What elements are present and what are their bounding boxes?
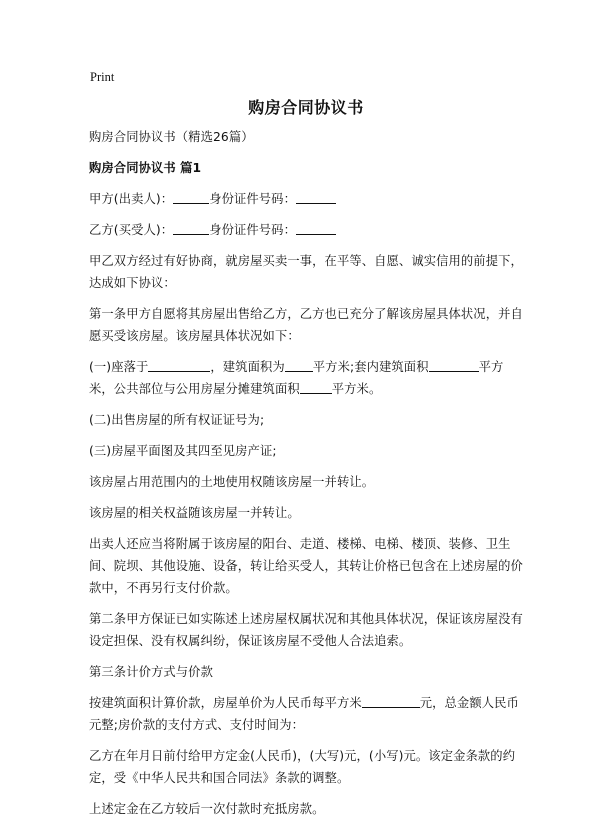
article-2: 第二条甲方保证已如实陈述上述房屋权属状况和其他具体状况，保证该房屋没有设定担保、没有权属纠纷，保证该房屋不受他人合法追索。 [89, 612, 523, 648]
buyer-id-blank [296, 221, 336, 235]
unit-price-blank [362, 694, 420, 708]
document-subtitle: 购房合同协议书（精选26篇） [89, 130, 254, 144]
land-use-paragraph: 该房屋占用范围内的土地使用权随该房屋一并转让。 [89, 475, 375, 489]
rights-paragraph: 该房屋的相关权益随该房屋一并转让。 [89, 506, 300, 520]
section-title: 购房合同协议书 篇1 [89, 161, 202, 175]
item1-d: 平方米，公共部位与公用房屋分摊建筑面积 [89, 360, 504, 396]
price-b: 元，总金额人民币元整;房价款的支付方式、支付时间为： [89, 696, 519, 732]
buyer-name-blank [173, 221, 209, 235]
item1-b: ，建筑面积为 [210, 360, 285, 374]
location-blank [148, 358, 210, 372]
seller-id-blank [296, 190, 336, 204]
intro-paragraph: 甲乙双方经过有好协商，就房屋买卖一事，在平等、自愿、诚实信用的前提下，达成如下协议： [89, 254, 523, 290]
property-location-item [89, 356, 523, 400]
contract-document [89, 95, 523, 820]
deposit-offset-paragraph: 上述定金在乙方较后一次付款时充抵房款。 [89, 802, 325, 816]
inner-area-blank [429, 358, 479, 372]
seller-label: 甲方(出卖人)： [89, 192, 174, 206]
article-3-title: 第三条计价方式与价款 [89, 665, 213, 679]
shared-area-blank [300, 380, 332, 394]
item1-e: 平方米。 [331, 382, 382, 396]
deposit-paragraph: 乙方在年月日前付给甲方定金(人民币)，(大写)元，(小写)元。该定金条款的约定，受《中华人民共和国合同法》条款的调整。 [89, 749, 516, 785]
buyer-label: 乙方(买受人)： [89, 223, 174, 237]
article-1: 第一条甲方自愿将其房屋出售给乙方，乙方也已充分了解该房屋具体状况，并自愿买受该房屋。该房屋具体状况如下： [89, 307, 523, 343]
buyer-line [89, 219, 523, 241]
item1-a: (一)座落于 [89, 360, 149, 374]
item1-c: 平方米;套内建筑面积 [312, 360, 429, 374]
item-2: (二)出售房屋的所有权证证号为; [89, 413, 265, 427]
seller-name-blank [173, 190, 209, 204]
document-title: 购房合同协议书 [248, 98, 364, 117]
print-link[interactable]: Print [90, 70, 115, 84]
buyer-id-label: 身份证件号码： [209, 223, 296, 237]
item-3: (三)房屋平面图及其四至见房产证; [89, 444, 277, 458]
seller-line [89, 188, 523, 210]
area-blank [285, 358, 313, 372]
price-paragraph [89, 692, 523, 736]
price-a: 按建筑面积计算价款，房屋单价为人民币每平方米 [89, 696, 362, 710]
seller-extra-paragraph: 出卖人还应当将附属于该房屋的阳台、走道、楼梯、电梯、楼顶、装修、卫生间、院坝、其他设施、设备，转让给买受人，其转让价格已包含在上述房屋的价款中，不再另行支付价款。 [89, 537, 523, 595]
seller-id-label: 身份证件号码： [209, 192, 296, 206]
